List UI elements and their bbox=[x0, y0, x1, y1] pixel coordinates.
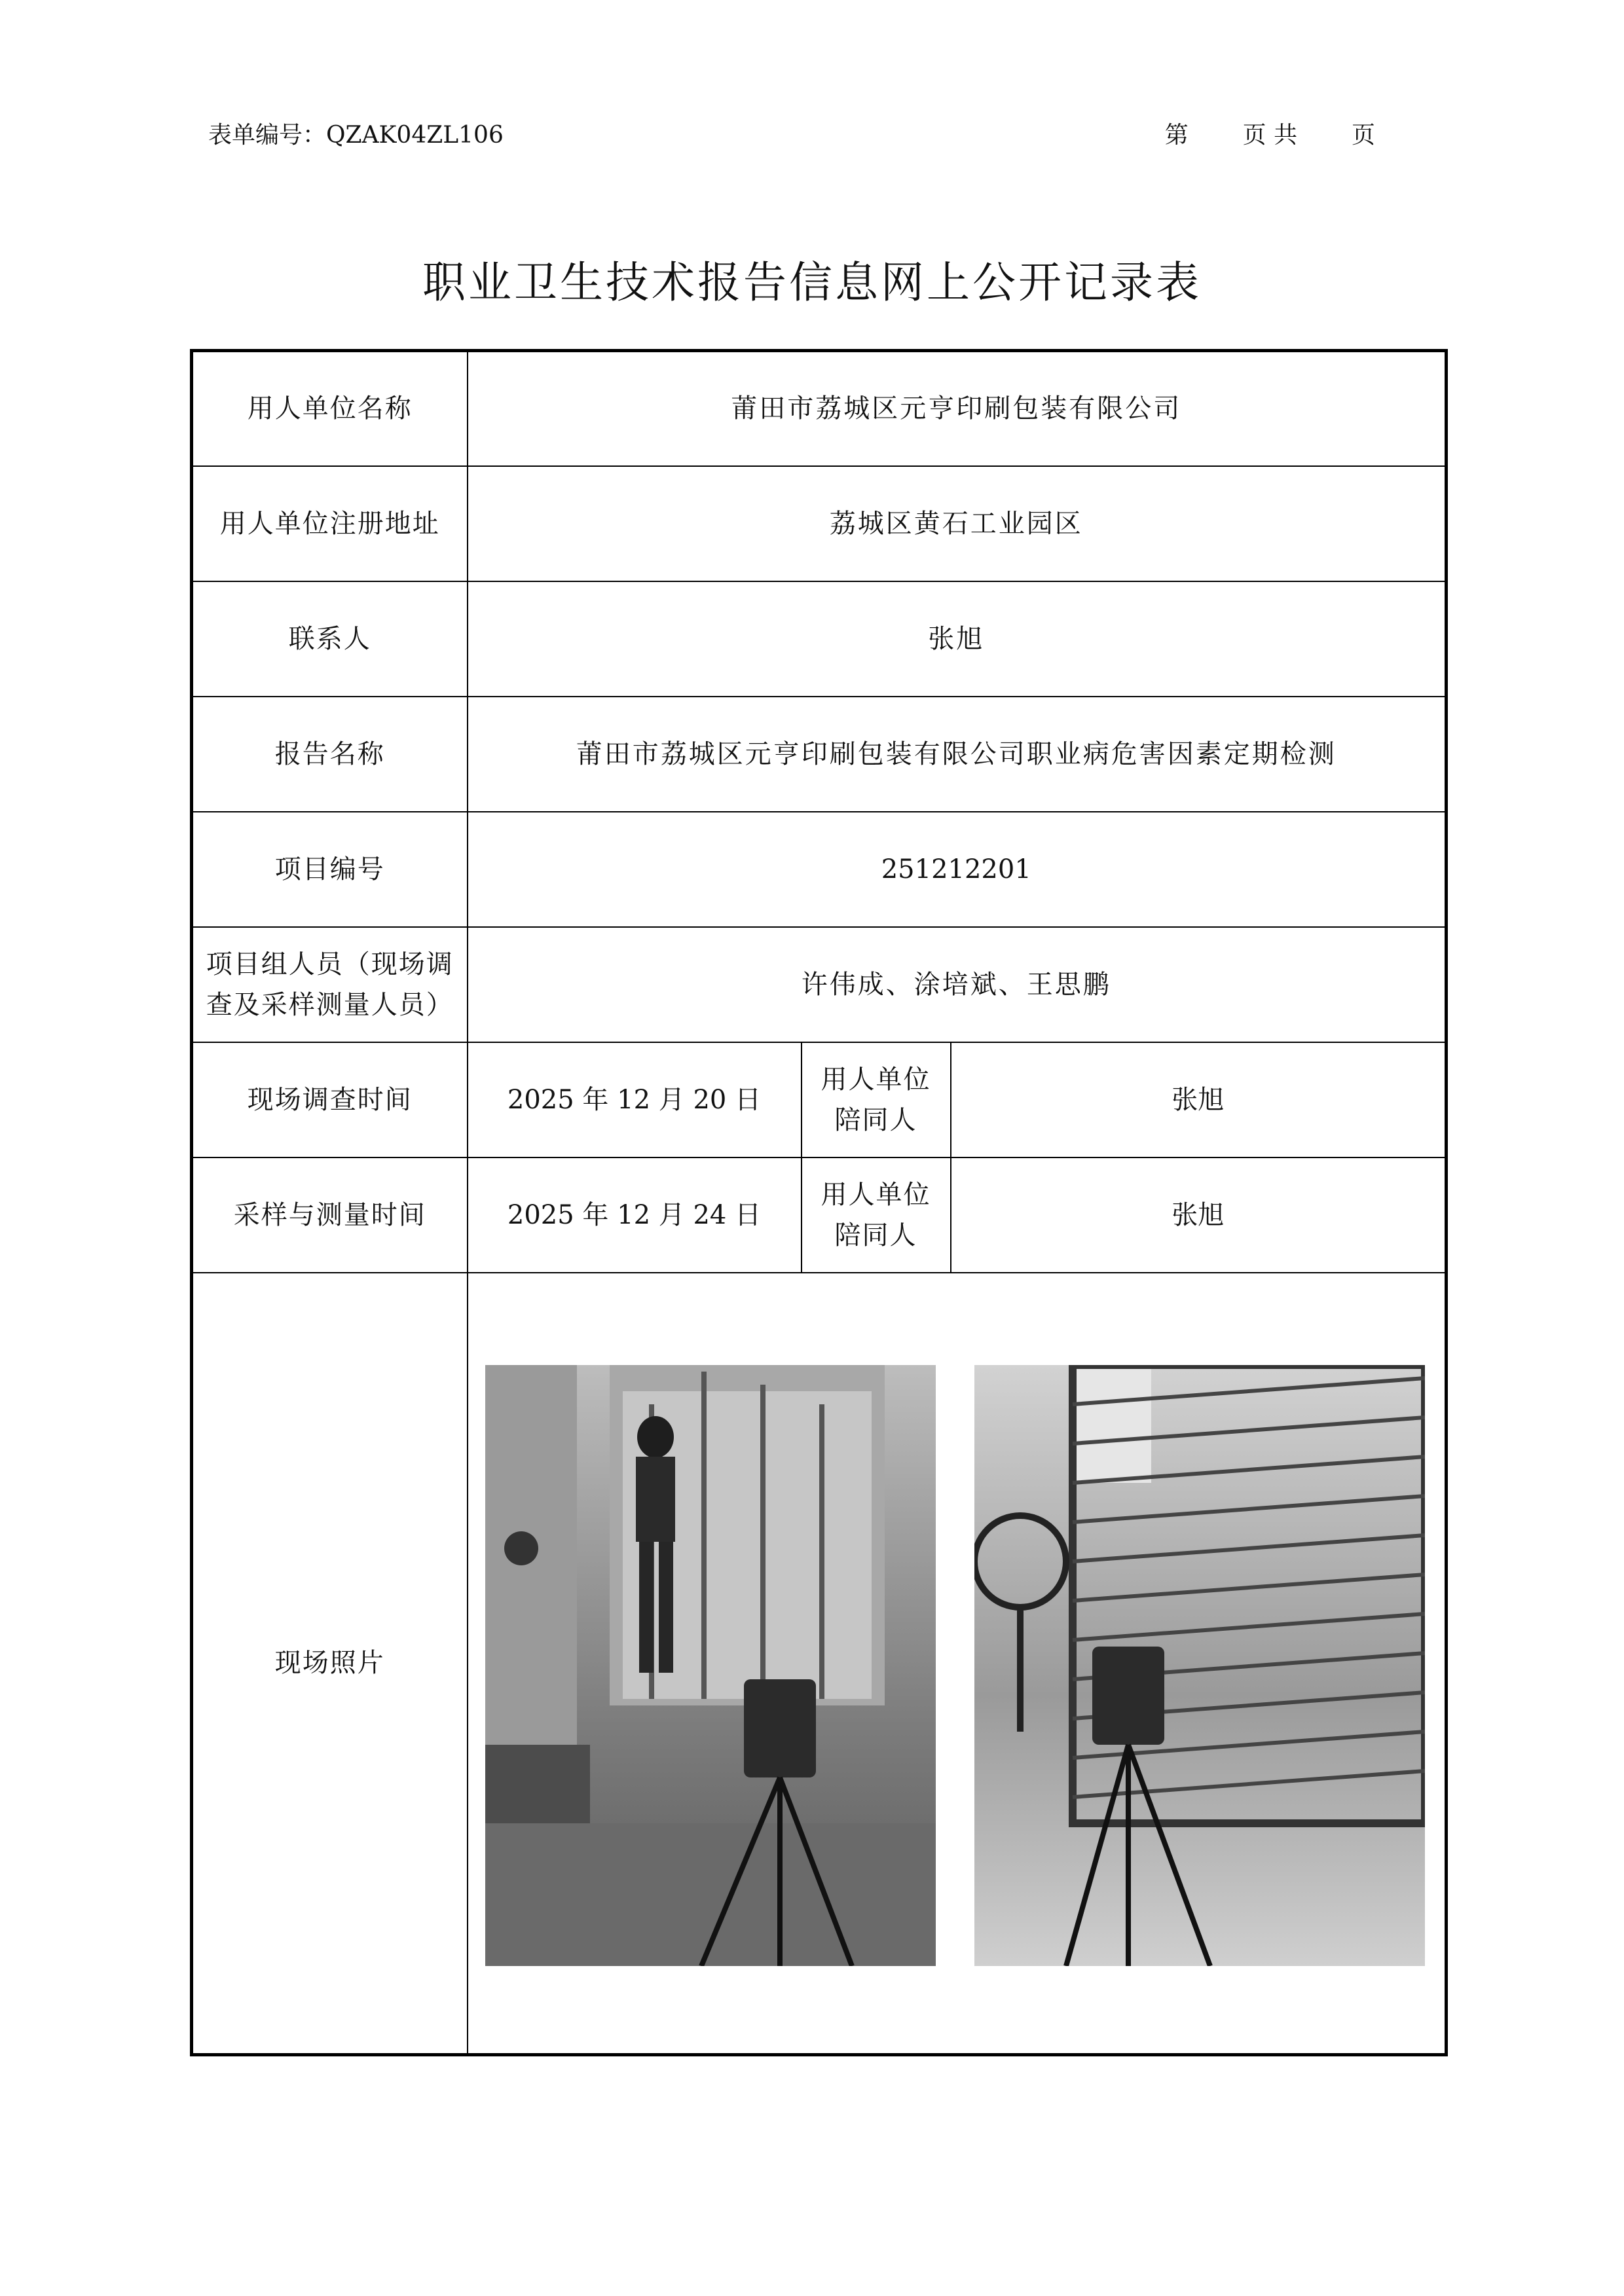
page-prefix: 第 bbox=[1164, 122, 1189, 149]
row-survey bbox=[192, 1042, 1447, 1157]
page-mid: 页 共 bbox=[1242, 122, 1298, 149]
team-label-line1: 项目组人员（现场调 bbox=[206, 949, 454, 979]
survey-date: 2025 年 12 月 20 日 bbox=[468, 1042, 802, 1157]
address-label: 用人单位注册地址 bbox=[192, 466, 468, 581]
team-label-line2: 查及采样测量人员） bbox=[206, 989, 454, 1020]
form-number: 表单编号：QZAK04ZL106 bbox=[208, 122, 504, 149]
page-suffix: 页 bbox=[1351, 122, 1375, 149]
team-label bbox=[192, 927, 468, 1042]
project-number-value: 251212201 bbox=[468, 812, 1447, 927]
company-name-value: 莆田市荔城区元亨印刷包装有限公司 bbox=[468, 351, 1447, 466]
sampling-escort-label-line2: 陪同人 bbox=[834, 1220, 917, 1250]
row-project-number bbox=[192, 812, 1447, 927]
report-name-label: 报告名称 bbox=[192, 697, 468, 812]
address-value: 荔城区黄石工业园区 bbox=[468, 466, 1447, 581]
sampling-date: 2025 年 12 月 24 日 bbox=[468, 1157, 802, 1273]
survey-escort-label bbox=[802, 1042, 951, 1157]
sampling-escort-value: 张旭 bbox=[951, 1157, 1447, 1273]
survey-label: 现场调查时间 bbox=[192, 1042, 468, 1157]
page-title: 职业卫生技术报告信息网上公开记录表 bbox=[422, 257, 1202, 308]
row-sampling bbox=[192, 1157, 1447, 1273]
site-photo-2 bbox=[974, 1365, 1425, 1966]
contact-value: 张旭 bbox=[468, 581, 1447, 697]
row-report-name bbox=[192, 697, 1447, 812]
sampling-label: 采样与测量时间 bbox=[192, 1157, 468, 1273]
survey-escort-label-line2: 陪同人 bbox=[834, 1104, 917, 1135]
row-company-name bbox=[192, 351, 1447, 466]
row-photos bbox=[192, 1273, 1447, 2055]
site-photo-1 bbox=[485, 1365, 936, 1966]
team-value: 许伟成、涂培斌、王思鹏 bbox=[468, 927, 1447, 1042]
row-address bbox=[192, 466, 1447, 581]
photos-label: 现场照片 bbox=[192, 1273, 468, 2055]
page-counter bbox=[1165, 117, 1375, 150]
photos-cell bbox=[468, 1273, 1447, 2055]
sampling-escort-label bbox=[802, 1157, 951, 1273]
report-name-value: 莆田市荔城区元亨印刷包装有限公司职业病危害因素定期检测 bbox=[468, 697, 1447, 812]
company-name-label: 用人单位名称 bbox=[192, 351, 468, 466]
row-team bbox=[192, 927, 1447, 1042]
row-contact bbox=[192, 581, 1447, 697]
project-number-label: 项目编号 bbox=[192, 812, 468, 927]
record-table bbox=[190, 349, 1448, 2056]
sampling-escort-label-line1: 用人单位 bbox=[821, 1179, 931, 1210]
survey-escort-value: 张旭 bbox=[951, 1042, 1447, 1157]
contact-label: 联系人 bbox=[192, 581, 468, 697]
survey-escort-label-line1: 用人单位 bbox=[821, 1064, 931, 1095]
